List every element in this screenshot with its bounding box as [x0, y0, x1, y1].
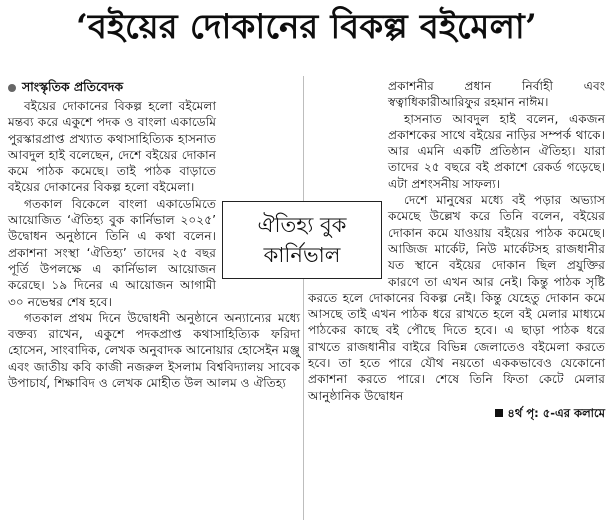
pull-quote-line-2: কার্নিভাল	[263, 243, 341, 267]
paragraph: দেশে মানুষের মধ্যে বই পড়ার অভ্যাস কমেছে উল্লেখ করে তিনি বলেন, বইয়ের দোকান কমে যাওয়ায় বইয়ের পাঠক কমেছে। আজিজ মার্কেট, নিউ মার্কেটসহ রাজধানীর যত স্থানে বইয়ের দোকান ছিল প্রযুক্তির কারণে তা এখন আর নেই। কিন্তু পাঠক সৃষ্টি করতে হলে দোকানের বিকল্প নেই। কিন্তু যেহেতু দোকান কমে আসছে তাই এখন পাঠক ধরে রাখতে হলে বই মেলার মাধ্যমে পাঠকের কাছে বই পৌছে দিতে হবে। এ ছাড়া পাঠক ধরে রাখতে রাজধানীর বাইরে বিভিন্ন জেলাতেও বইমেলা করতে হবে। তা হতে পারে যৌথ নয়তো এককভাবেও যেকোনো প্রকাশনা করতে পারে। শেষে তিনি ফিতা কেটে মেলার আনুষ্ঠানিক উদ্বোধন	[308, 193, 605, 403]
pull-quote-line-1: ঐতিহ্য বুক	[257, 213, 347, 237]
paragraph: হাসনাত আবদুল হাই বলেন, একজন প্রকাশকের সাথে বইয়ের নাড়ির সম্পর্ক থাকে। আর এমনি একটি প্রতিষ্ঠান ঐতিহ্য। যারা তাদের ২৫ বছরে বই প্রকাশে রেকর্ড গড়েছে। এটা প্রশংসনীয় সাফল্য।	[388, 111, 605, 191]
byline-text: সাংস্কৃতিক প্রতিবেদক	[22, 79, 124, 94]
headline: ‘বইয়ের দোকানের বিকল্প বইমেলা’	[75, 7, 538, 47]
bullet-icon	[8, 84, 16, 92]
paragraph: প্রকাশনীর প্রধান নির্বাহী এবং স্বত্বাধিকারীআরিফুর রহমান নাঈম।	[388, 79, 605, 110]
column-divider	[303, 76, 304, 520]
continued-note	[308, 405, 605, 421]
square-bullet-icon	[495, 409, 503, 417]
continued-text: ৪র্থ পৃ: ৫-এর কলামে	[507, 405, 605, 420]
paragraph: বইয়ের দোকানের বিকল্প হলো বইমেলা মন্তব্য করে একুশে পদক ও বাংলা একাডেমি পুরস্কারপ্রাপ্ত প্রখ্যাত কথাসাহিত্যিক হাসনাত আবদুল হাই বলেছেন, দেশে বইয়ের দোকান কমে পাঠক কমেছে। তাই পাঠক বাড়াতে বইয়ের দোকানের বিকল্প হলো বইমেলা।	[8, 99, 216, 195]
pull-quote	[222, 201, 382, 279]
paragraph: গতকাল প্রথম দিনে উদ্বোধনী অনুষ্ঠানে অন্যান্যের মধ্যে বক্তব্য রাখেন, একুশে পদকপ্রাপ্ত কথাসাহিত্যিক ফরিদা হোসেন, সাংবাদিক, লেখক অনুবাদক আনোয়ার হোসেইন মঞ্জু এবং জাতীয় কবি কাজী নজরুল ইসলাম বিশ্ববিদ্যালয় সাবেক উপাচার্য, শিক্ষাবিদ ও লেখক মোহীত উল আলম ও ঐতিহ্য	[8, 310, 300, 391]
byline	[8, 78, 300, 96]
paragraph: গতকাল বিকেলে বাংলা একাডেমিতে আয়োজিত ‘ঐতিহ্য বুক কার্নিভাল ২০২৫’ উদ্বোধন অনুষ্ঠানে তিনি এ কথা বলেন। প্রকাশনা সংস্থা ‘ঐতিহ্য’ তাদের ২৫ বছর পূর্তি উপলক্ষে এ কার্নিভাল আয়োজন করেছে। ১৯ দিনের এ আয়োজন আগামী ৩০ নভেম্বর শেষ হবে।	[8, 196, 216, 309]
